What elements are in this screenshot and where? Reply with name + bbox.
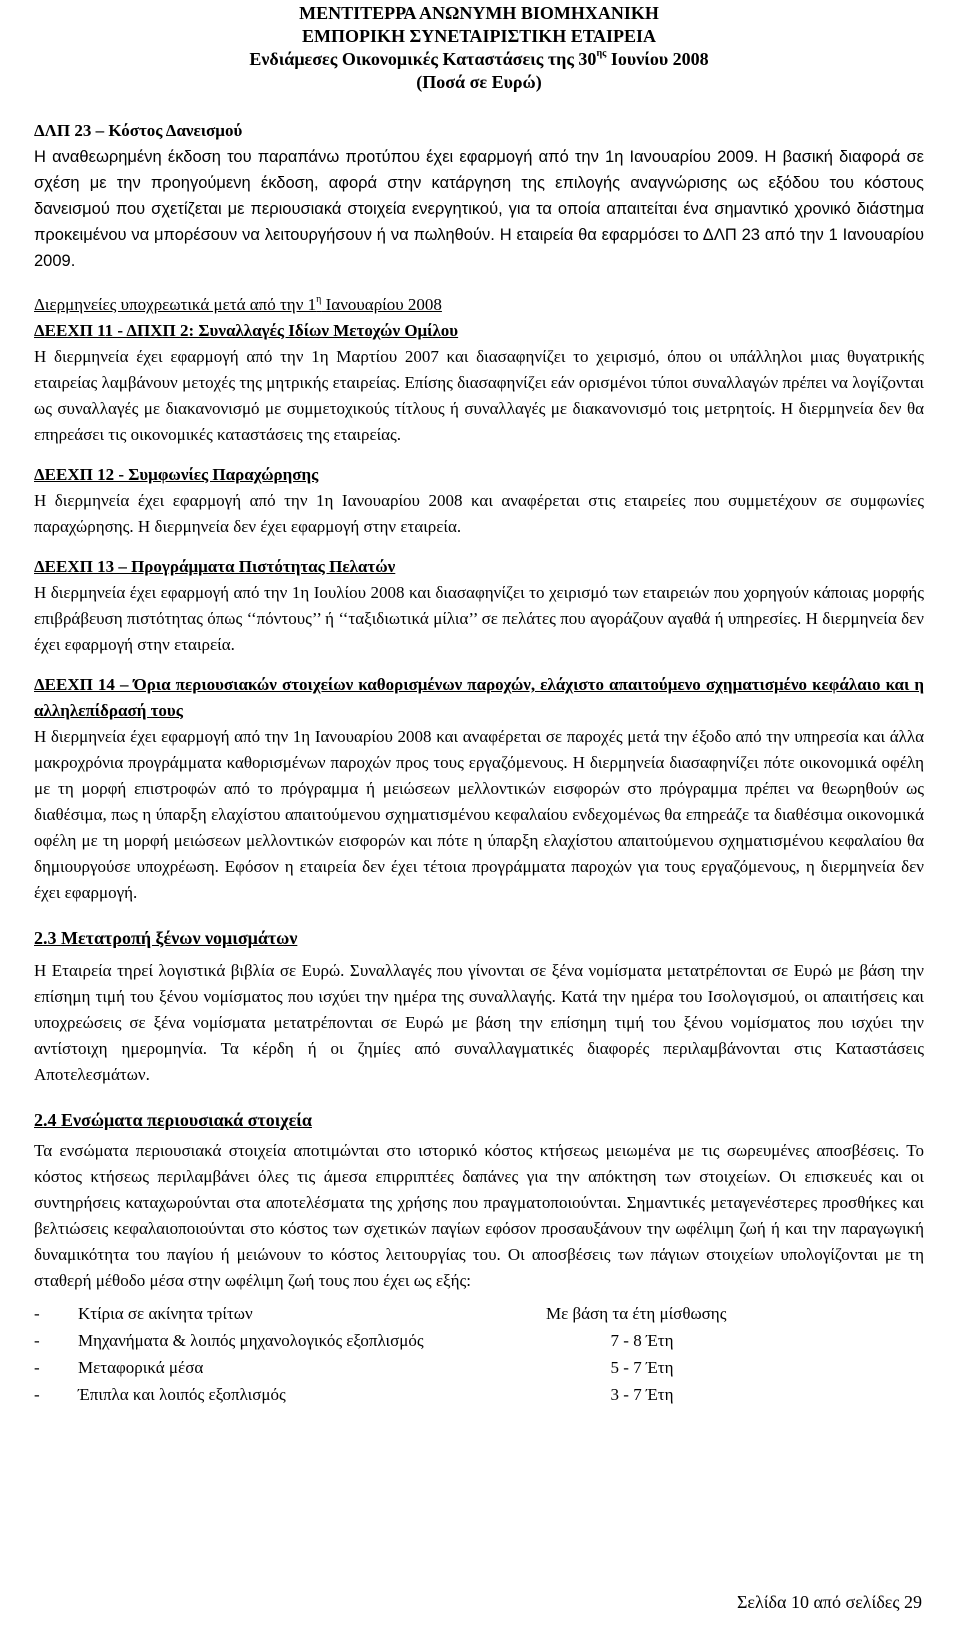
ifric11-body: Η διερμηνεία έχει εφαρμογή από την 1η Μαρτίου 2007 και διασαφηνίζει το χειρισμό, όπου οι υπάλληλοι μιας θυγατρικής εταιρείας λαμβάνουν μετοχές της μητρικής εταιρείας. Επίσης διασαφηνίζει εάν ορισμένοι τύποι συναλλαγών πρέπει να λογίζονται ως συναλλαγές με διακανονισμό με συμμετοχικούς τίτλους ή συναλλαγές με διακανονισμό τοις μετρητοίς. Η διερμηνεία δεν θα επηρεάσει τις οικονομικές καταστάσεις της εταιρείας. xyxy=(34,347,924,444)
ifric13-title: ΔΕΕΧΠ 13 – Προγράμματα Πιστότητας Πελατών xyxy=(34,557,396,576)
ifric13-body: Η διερμηνεία έχει εφαρμογή από την 1η Ιουλίου 2008 και διασαφηνίζει το χειρισμό των εταιρειών που χορηγούν κάποιας μορφής επιβράβευση πιστότητας όπως ‘‘πόντους’’ ή ‘‘ταξιδιωτικά μίλια’’ σε πελάτες που αγοράζουν αγαθά ή υπηρεσίες. Η διερμηνεία δεν έχει εφαρμογή στην εταιρεία. xyxy=(34,583,924,654)
list-item: - Μηχανήματα & λοιπός μηχανολογικός εξοπλισμός 7 - 8 Έτη xyxy=(34,1331,674,1350)
dlp23-title: ΔΛΠ 23 – Κόστος Δανεισμού xyxy=(34,121,243,140)
document-page xyxy=(34,0,924,1408)
statements-title: Ενδιάμεσες Οικονομικές Καταστάσεις της $30^{\eta\varsigma}$ Ιουνίου 2008 xyxy=(249,48,709,69)
document-header xyxy=(34,0,924,94)
ifric12-title: ΔΕΕΧΠ 12 - Συμφωνίες Παραχώρησης xyxy=(34,465,319,484)
section-2-3-body: Η Εταιρεία τηρεί λογιστικά βιβλία σε Ευρώ. Συναλλαγές που γίνονται σε ξένα νομίσματα μετατρέπονται σε Ευρώ με βάση την επίσημη τιμή του ξένου νομίσματος που ισχύει την ημέρα της συναλλαγής. Κατά την ημέρα του Ισολογισμού, οι απαιτήσεις και υποχρεώσεις σε ξένα νομίσματα μετατρέπονται σε Ευρώ με βάση την επίσημη τιμή του ξένου νομίσματος που ισχύει την αντίστοιχη ημερομηνία. Τα κέρδη ή οι ζημίες από συναλλαγματικές διαφορές περιλαμβάνονται στις Καταστάσεις Αποτελεσμάτων. xyxy=(34,961,924,1084)
page-number: Σελίδα 10 από σελίδες 29 xyxy=(736,1592,922,1612)
section-2-4-title: 2.4 Ενσώματα περιουσιακά στοιχεία xyxy=(34,1110,312,1130)
useful-life-list xyxy=(34,1300,924,1408)
list-item: - Κτίρια σε ακίνητα τρίτων Με βάση τα έτη μίσθωσης xyxy=(34,1304,727,1323)
list-item: - Μεταφορικά μέσα 5 - 7 Έτη xyxy=(34,1358,674,1377)
company-name-line1: ΜΕΝΤΙΤΕΡΡΑ ΑΝΩΝΥΜΗ ΒΙΟΜΗΧΑΝΙΚΗ xyxy=(299,3,659,23)
ifric14-title: ΔΕΕΧΠ 14 – Όρια περιουσιακών στοιχείων καθορισμένων παροχών, ελάχιστο απαιτούμενο σχηματισμένο κεφάλαιο και η αλληλεπίδρασή τους xyxy=(34,675,924,720)
dlp23-body: Η αναθεωρημένη έκδοση του παραπάνω προτύπου έχει εφαρμογή από την 1η Ιανουαρίου 2009. Η βασική διαφορά σε σχέση με την προηγούμενη έκδοση, αφορά στην κατάργηση της επιλογής αναγνώρισης ως εξόδου του κόστους δανεισμού που σχετίζεται με περιουσιακά στοιχεία ενεργητικού, για τα οποία απαιτείται ένα σημαντικό χρονικό διάστημα προκειμένου να μπορέσουν να λειτουργήσουν ή να πωληθούν. Η εταιρεία θα εφαρμόσει το ΔΛΠ 23 από την 1 Ιανουαρίου 2009. xyxy=(34,148,924,270)
ifric14-body: Η διερμηνεία έχει εφαρμογή από την 1η Ιανουαρίου 2008 και αναφέρεται σε παροχές μετά την έξοδο από την υπηρεσία και άλλα μακροχρόνια προγράμματα καθορισμένων παροχών προς τους εργαζόμενους. Η διερμηνεία διασαφηνίζει πότε οικονομικά οφέλη με τη μορφή επιστροφών από το πρόγραμμα ή μειώσεων μελλοντικών εισφορών στο πρόγραμμα πρέπει να θεωρηθούν ως διαθέσιμα, πως η ύπαρξη ελαχίστου απαιτούμενου σχηματισμένου κεφαλαίου ενδεχομένως θα επηρεάζε τα διαθέσιμα οικονομικά οφέλη με τη μορφή μειώσεων μελλοντικών εισφορών και πότε η ύπαρξη ελαχίστου απαιτούμενου σχηματισμένου κεφαλαίου θα δημιουργούσε υποχρέωση. Εφόσον η εταιρεία δεν έχει τέτοια προγράμματα παροχών για τους εργαζόμενους, η διερμηνεία δεν έχει εφαρμογή. xyxy=(34,727,924,902)
currency-note: (Ποσά σε Ευρώ) xyxy=(416,72,542,92)
ifric12-body: Η διερμηνεία έχει εφαρμογή από την 1η Ιανουαρίου 2008 και αναφέρεται στις εταιρείες που συμμετέχουν σε συμφωνίες παραχώρησης. Η διερμηνεία δεν έχει εφαρμογή στην εταιρεία. xyxy=(34,491,924,536)
section-2-4-body: Τα ενσώματα περιουσιακά στοιχεία αποτιμώνται στο ιστορικό κόστος κτήσεως μειωμένα με τις σωρευμένες αποσβέσεις. Το κόστος κτήσεως περιλαμβάνει όλες τις άμεσα επιρριπτέες δαπάνες για την απόκτηση των στοιχείων. Οι επισκευές και οι συντηρήσεις καταχωρούνται στα αποτελέσματα της χρήσης που πραγματοποιούνται. Σημαντικές μεταγενέστερες προσθήκες και βελτιώσεις κεφαλαιοποιούνται στο κόστος των σχετικών παγίων εφόσον προσαυξάνουν την ωφέλιμη ζωή ή και την παραγωγική δυναμικότητα του παγίου ή μειώνουν το κόστος λειτουργίας του. Οι αποσβέσεις των πάγιων στοιχείων υπολογίζονται με τη σταθερή μέθοδο μέσα στην ωφέλιμη ζωή τους που έχει ως εξής: xyxy=(34,1141,924,1290)
company-name-line2: ΕΜΠΟΡΙΚΗ ΣΥΝΕΤΑΙΡΙΣΤΙΚΗ ΕΤΑΙΡΕΙΑ xyxy=(301,26,657,46)
section-2-3-title: 2.3 Μετατροπή ξένων νομισμάτων xyxy=(34,928,298,948)
ifric11-title: ΔΕΕΧΠ 11 - ΔΠΧΠ 2: Συναλλαγές Ιδίων Μετοχών Ομίλου xyxy=(34,321,459,340)
list-item: - Έπιπλα και λοιπός εξοπλισμός 3 - 7 Έτη xyxy=(34,1385,674,1404)
interpretations-heading: Διερμηνείες υποχρεωτικά μετά από την $1^\eta$ Ιανουαρίου 2008 xyxy=(34,294,442,314)
